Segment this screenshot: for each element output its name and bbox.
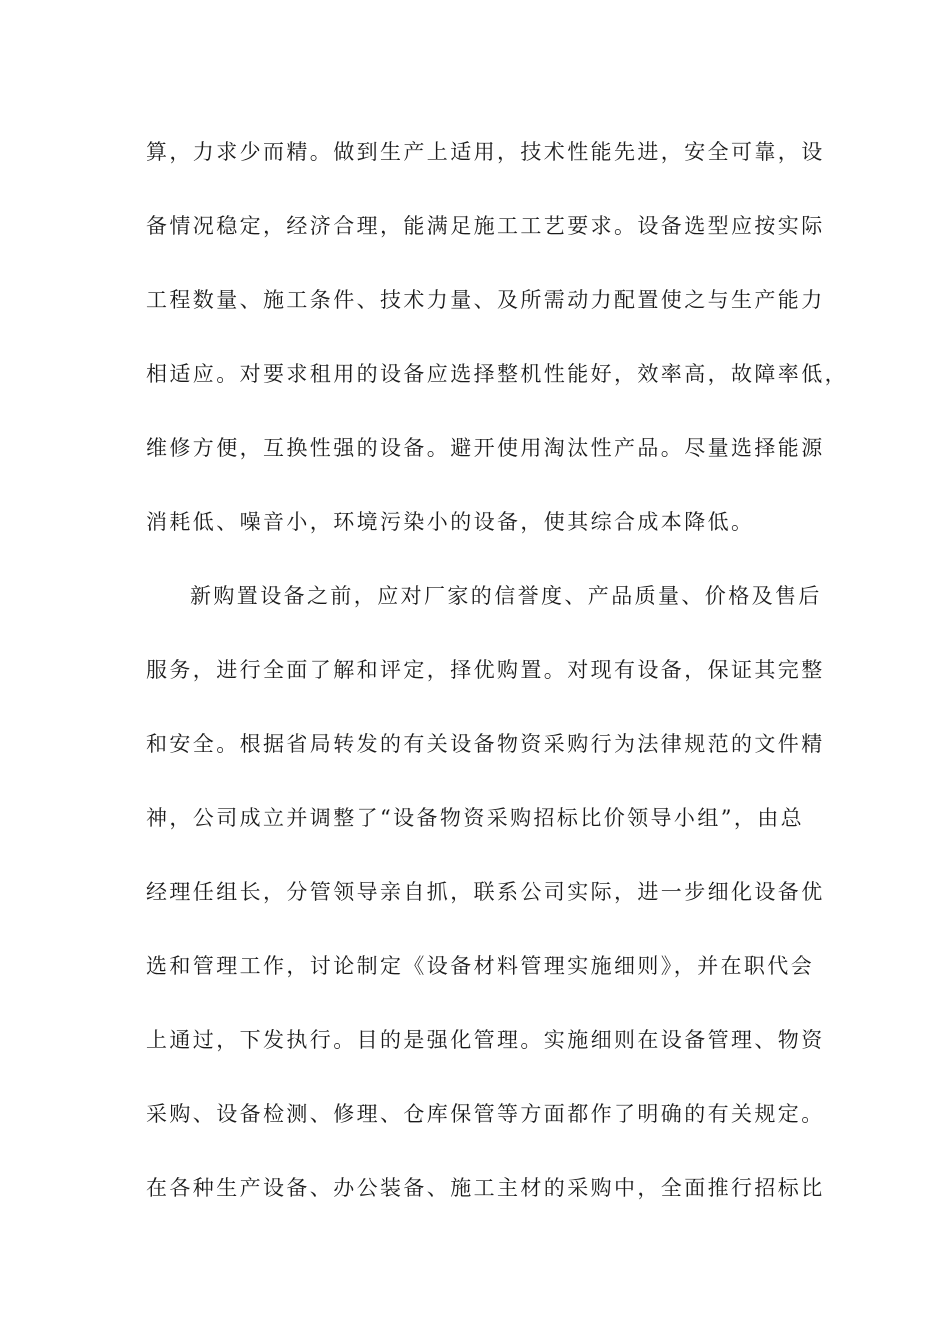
text-line: 消耗低、噪音小，环境污染小的设备，使其综合成本降低。 xyxy=(146,510,755,534)
text-line: 经理任组长，分管领导亲自抓，联系公司实际，进一步细化设备优 xyxy=(146,880,825,904)
text-line: 和安全。根据省局转发的有关设备物资采购行为法律规范的文件精 xyxy=(146,732,825,756)
text-line: 选和管理工作，讨论制定《设备材料管理实施细则》，并在职代会 xyxy=(146,954,815,978)
text-line: 算，力求少而精。做到生产上适用，技术性能先进，安全可靠，设 xyxy=(146,140,825,164)
text-line: 服务，进行全面了解和评定，择优购置。对现有设备，保证其完整 xyxy=(146,658,825,682)
text-line: 相适应。对要求租用的设备应选择整机性能好，效率高，故障率低， xyxy=(146,362,848,386)
text-line: 维修方便，互换性强的设备。避开使用淘汰性产品。尽量选择能源 xyxy=(146,436,825,460)
text-line: 备情况稳定，经济合理，能满足施工工艺要求。设备选型应按实际 xyxy=(146,214,825,238)
text-line: 在各种生产设备、办公装备、施工主材的采购中，全面推行招标比 xyxy=(146,1176,825,1200)
text-line: 神，公司成立并调整了“设备物资采购招标比价领导小组”，由总 xyxy=(146,806,805,830)
text-line: 采购、设备检测、修理、仓库保管等方面都作了明确的有关规定。 xyxy=(146,1102,825,1126)
paragraph-first-line: 新购置设备之前，应对厂家的信誉度、产品质量、价格及售后 xyxy=(190,584,822,608)
text-line: 上通过，下发执行。目的是强化管理。实施细则在设备管理、物资 xyxy=(146,1028,825,1052)
text-line: 工程数量、施工条件、技术力量、及所需动力配置使之与生产能力 xyxy=(146,288,825,312)
